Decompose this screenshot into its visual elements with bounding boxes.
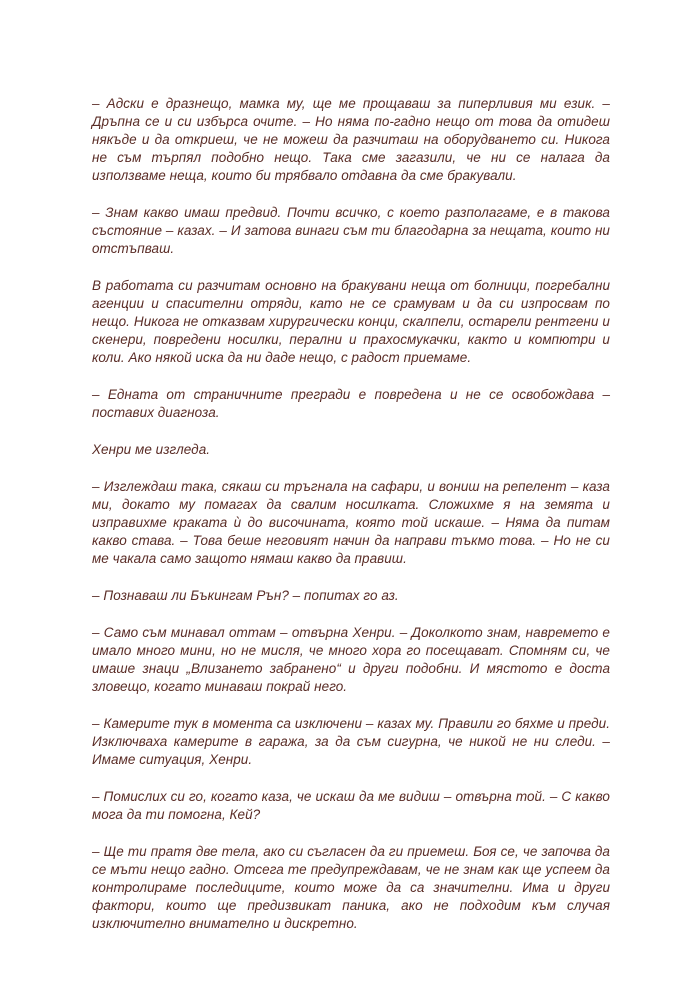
paragraph-6: – Изглеждаш така, сякаш си тръгнала на сафари, и вониш на репелент – каза ми, докато му помагах да свалим носилката. Сложихме я на земята и изправихме краката ѝ до височината, която той искаше. – Няма да питам какво става. – Това беше неговият начин да направи тъкмо това. – Но не си ме чакала само защото нямаш какво да правиш.	[92, 479, 610, 566]
paragraph-9: – Камерите тук в момента са изключени – казах му. Правили го бяхме и преди. Изключваха камерите в гаража, за да съм сигурна, че никой не ни следи. – Имаме ситуация, Хенри.	[92, 716, 610, 767]
paragraph-7: – Познаваш ли Бъкингам Рън? – попитах го аз.	[92, 588, 399, 603]
text-body	[92, 95, 610, 952]
paragraph-5: Хенри ме изгледа.	[92, 442, 211, 457]
paragraph-11: – Ще ти пратя две тела, ако си съгласен да ги приемеш. Боя се, че започва да се мъти нещо гадно. Отсега те предупреждавам, че не знам как ще успеем да контролираме последиците, които може да са значителни. Има и други фактори, които ще предизвикат паника, ако не подходим към случая изключително внимателно и дискретно.	[92, 844, 610, 931]
paragraph-3: В работата си разчитам основно на бракувани неща от болници, погребални агенции и спасителни отряди, като не се срамувам и да си изпросвам по нещо. Никога не отказвам хирургически конци, скалпели, остарели рентгени и скенери, повредени носилки, перални и прахосмукачки, както и компютри и коли. Ако някой иска да ни даде нещо, с радост приемаме.	[92, 278, 610, 365]
paragraph-1: – Адски е дразнещо, мамка му, ще ме прощаваш за пиперливия ми език. – Дръпна се и си избърса очите. – Но няма по-гадно нещо от това да отидеш някъде и да откриеш, че не можеш да разчиташ на оборудването си. Никога не съм търпял подобно нещо. Така сме загазили, че ни се налага да използваме неща, които би трябвало отдавна да сме бракували.	[92, 96, 610, 183]
paragraph-4: – Едната от страничните прегради е повредена и не се освобождава – поставих диагноза.	[92, 387, 610, 420]
paragraph-8: – Само съм минавал оттам – отвърна Хенри. – Доколкото знам, навремето е имало много мини, но не мисля, че много хора го посещават. Спомням си, че имаше знаци „Влизането забранено“ и други подобни. И мястото е доста зловещо, когато минаваш покрай него.	[92, 625, 610, 694]
paragraph-10: – Помислих си го, когато каза, че искаш да ме видиш – отвърна той. – С какво мога да ти помогна, Кей?	[92, 789, 610, 822]
paragraph-2: – Знам какво имаш предвид. Почти всичко, с което разполагаме, е в такова състояние – казах. – И затова винаги съм ти благодарна за нещата, които ни отстъпваш.	[92, 205, 610, 256]
